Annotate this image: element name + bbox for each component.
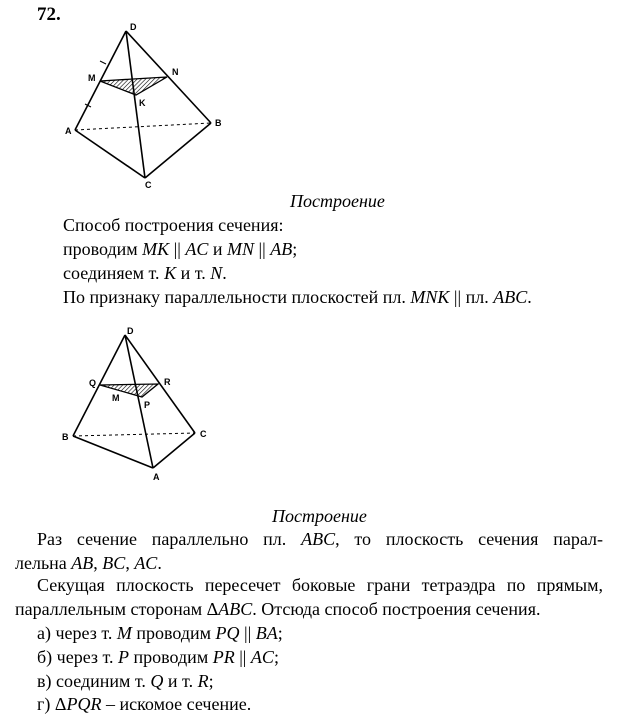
label-D: D [127,326,134,336]
label-P: P [144,400,151,410]
label-R: R [164,377,171,387]
step-b: б) через т. P проводим PR || AC; [37,647,279,667]
s2-para2-line2: параллельным сторонам ΔABC. Отсюда способ построения сечения. [15,599,541,619]
s1-line-3: соединяем т. K и т. N. [63,263,227,283]
section-PQR [100,384,158,397]
s1-line-4: По признаку параллельности плоскостей пл. MNK || пл. ABC. [63,287,532,307]
edge-BC-hidden [73,433,195,436]
label-B: B [62,432,69,442]
label-Q: Q [89,378,97,388]
label-K: K [139,98,146,108]
edge-AC [75,130,145,178]
label-D: D [130,22,137,32]
edge-AC [153,433,195,468]
s2-para2-line1: Секущая плоскость пересечет боковые грани тетраэдра по прямым, [37,575,603,595]
label-A: A [153,472,160,482]
step-d: г) ΔPQR – искомое сечение. [37,694,252,714]
section-1-heading: Построение [290,191,385,211]
label-C: C [200,429,207,439]
s1-line-2: проводим MK || AC и MN || AB; [63,239,298,259]
label-M: M [112,393,120,403]
tick-1 [100,61,106,64]
s2-para1-line2: лельна AB, BC, AC. [15,553,162,573]
edge-BA [73,436,153,468]
figure-2-tetrahedron [55,325,220,485]
step-c: в) соединим т. Q и т. R; [37,671,214,691]
edge-AB-hidden [75,123,211,130]
label-C: C [145,180,152,190]
s2-para1-line1: Раз сечение параллельно пл. ABC, то плоскость сечения парал- [37,529,603,549]
step-a: а) через т. M проводим PQ || BA; [37,623,283,643]
figure-1-tetrahedron [60,20,230,190]
section-2-heading: Построение [272,506,367,526]
problem-number: 72. [37,4,61,25]
s1-line-1: Способ построения сечения: [63,215,284,235]
label-N: N [172,67,179,77]
label-A: A [65,126,72,136]
edge-DB [126,31,211,123]
edge-CB [145,123,211,178]
section-MNK [100,77,167,95]
label-B: B [215,118,222,128]
label-M: M [88,73,96,83]
